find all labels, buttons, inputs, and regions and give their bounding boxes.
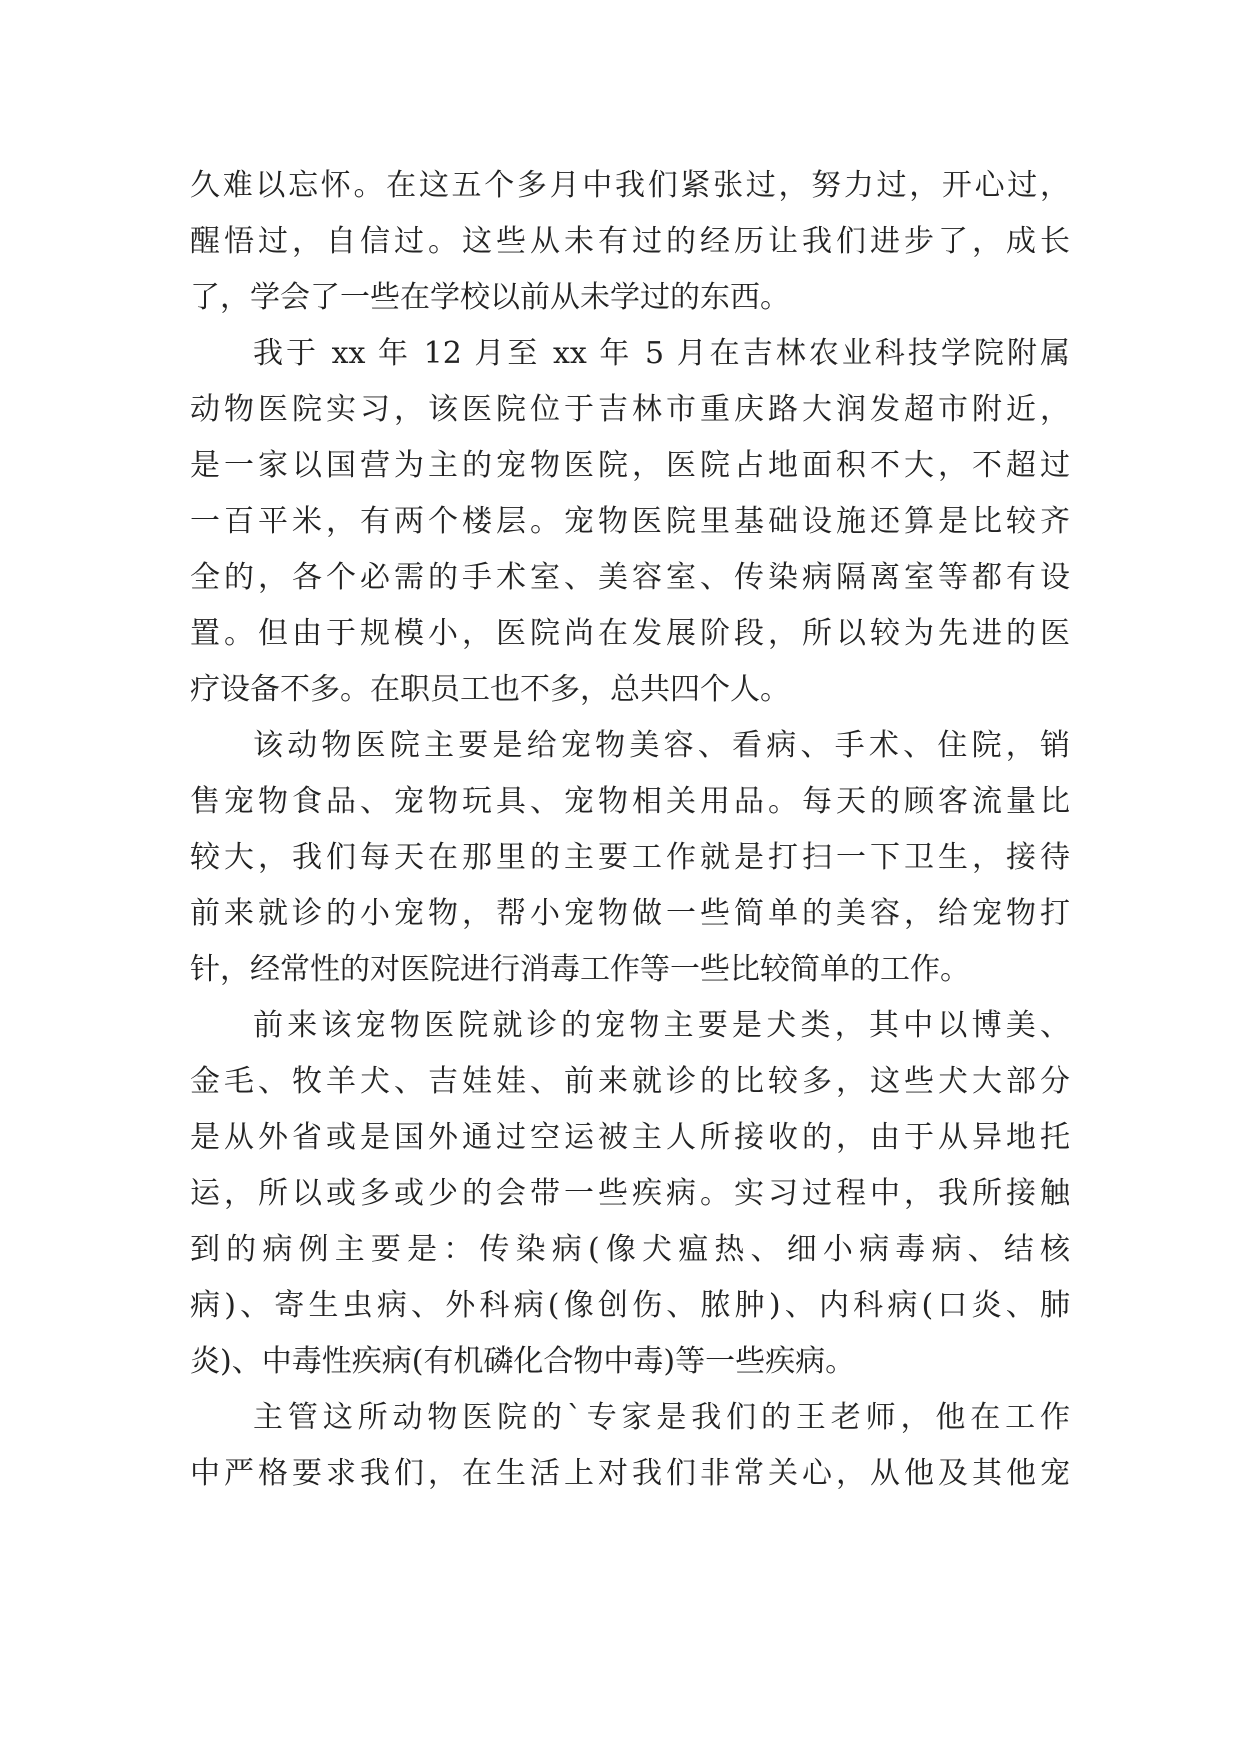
paragraph-5 [190, 1390, 1070, 1502]
text-line: 金毛、牧羊犬、吉娃娃、前来就诊的比较多，这些犬大部分 [190, 1064, 1070, 1099]
text-line: 醒悟过，自信过。这些从未有过的经历让我们进步了，成长 [190, 224, 1070, 259]
text-line: 是从外省或是国外通过空运被主人所接收的，由于从异地托 [190, 1120, 1070, 1155]
text-line: 动物医院实习，该医院位于吉林市重庆路大润发超市附近， [190, 392, 1070, 427]
text-line: 炎)、中毒性疾病(有机磷化合物中毒)等一些疾病。 [190, 1344, 856, 1379]
text-line: 售宠物食品、宠物玩具、宠物相关用品。每天的顾客流量比 [190, 784, 1070, 819]
paragraph-4 [190, 998, 1070, 1390]
text-line: 前来该宠物医院就诊的宠物主要是犬类，其中以博美、 [253, 1008, 1070, 1043]
text-line: 是一家以国营为主的宠物医院，医院占地面积不大，不超过 [190, 448, 1070, 483]
paragraph-2 [190, 326, 1070, 718]
document-body [190, 158, 1070, 1502]
text-line: 到的病例主要是：传染病(像犬瘟热、细小病毒病、结核 [190, 1232, 1070, 1267]
text-line: 病)、寄生虫病、外科病(像创伤、脓肿)、内科病(口炎、肺 [190, 1288, 1070, 1323]
text-line: 疗设备不多。在职员工也不多，总共四个人。 [190, 672, 790, 707]
text-line: 中严格要求我们，在生活上对我们非常关心，从他及其他宠 [190, 1456, 1070, 1491]
text-line: 运，所以或多或少的会带一些疾病。实习过程中，我所接触 [190, 1176, 1070, 1211]
text-line: 置。但由于规模小，医院尚在发展阶段，所以较为先进的医 [190, 616, 1070, 651]
text-line: 我于 xx 年 12 月至 xx 年 5 月在吉林农业科技学院附属 [253, 336, 1070, 371]
text-line: 前来就诊的小宠物，帮小宠物做一些简单的美容，给宠物打 [190, 896, 1070, 931]
text-line: 该动物医院主要是给宠物美容、看病、手术、住院，销 [253, 728, 1070, 763]
text-line: 主管这所动物医院的`专家是我们的王老师，他在工作 [253, 1400, 1070, 1435]
text-line: 久难以忘怀。在这五个多月中我们紧张过，努力过，开心过， [190, 168, 1070, 203]
text-line: 一百平米，有两个楼层。宠物医院里基础设施还算是比较齐 [190, 504, 1070, 539]
paragraph-1 [190, 158, 1070, 326]
paragraph-3 [190, 718, 1070, 998]
text-line: 较大，我们每天在那里的主要工作就是打扫一下卫生，接待 [190, 840, 1070, 875]
text-line: 全的，各个必需的手术室、美容室、传染病隔离室等都有设 [190, 560, 1070, 595]
text-line: 了，学会了一些在学校以前从未学过的东西。 [190, 280, 790, 315]
text-line: 针，经常性的对医院进行消毒工作等一些比较简单的工作。 [190, 952, 970, 987]
